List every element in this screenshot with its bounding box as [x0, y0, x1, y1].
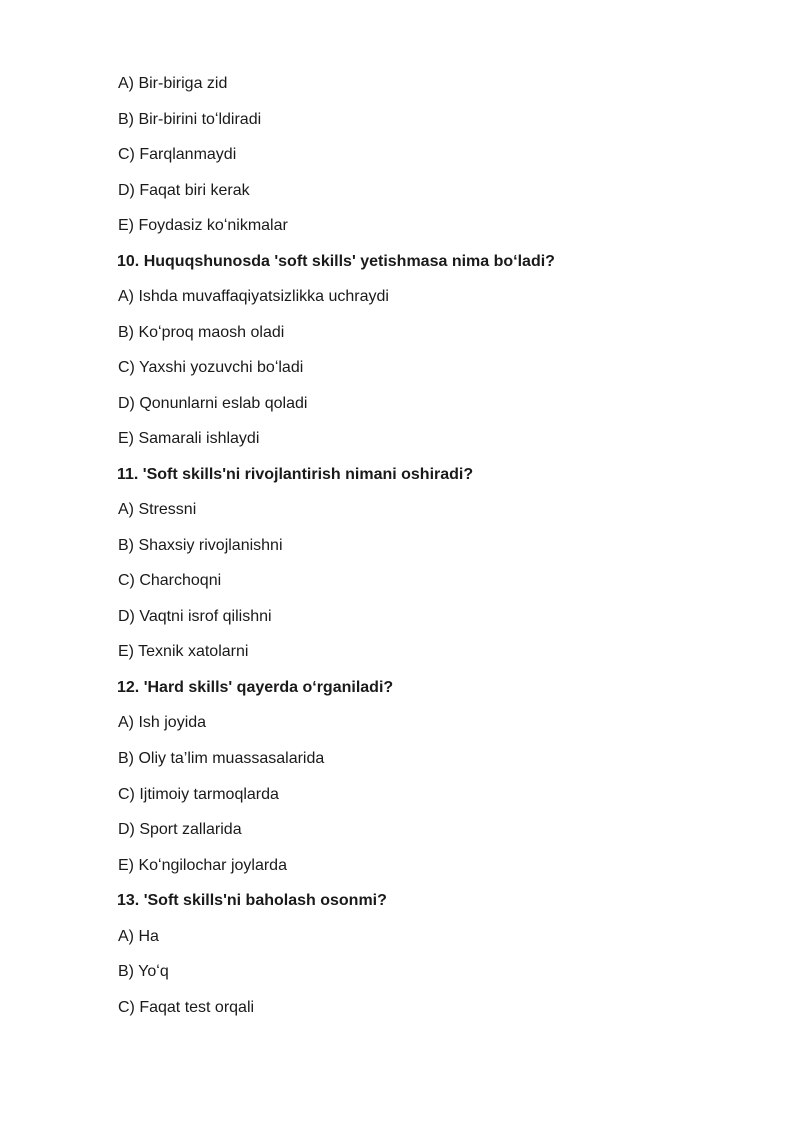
answer-option-11e: E) Texnik xatolarni — [118, 643, 249, 660]
answer-option-12d: D) Sport zallarida — [118, 821, 242, 838]
answer-option-12b: B) Oliy ta’lim muassasalarida — [118, 750, 325, 767]
answer-option-10e: E) Samarali ishlaydi — [118, 430, 260, 447]
answer-option-10d: D) Qonunlarni eslab qoladi — [118, 395, 308, 412]
answer-option-13b: B) Yoʻq — [118, 963, 169, 980]
question-11: 11. 'Soft skills'ni rivojlantirish nimani oshiradi? — [117, 466, 474, 483]
answer-option-9d: D) Faqat biri kerak — [118, 182, 250, 199]
question-10: 10. Huquqshunosda 'soft skills' yetishmasa nima boʻladi? — [117, 253, 555, 270]
answer-option-10a: A) Ishda muvaffaqiyatsizlikka uchraydi — [118, 288, 389, 305]
answer-option-13a: A) Ha — [118, 928, 159, 945]
answer-option-9b: B) Bir-birini toʻldiradi — [118, 111, 262, 128]
answer-option-9e: E) Foydasiz koʻnikmalar — [118, 217, 288, 234]
question-12: 12. 'Hard skills' qayerda oʻrganiladi? — [117, 679, 394, 696]
answer-option-10c: C) Yaxshi yozuvchi boʻladi — [118, 359, 304, 376]
answer-option-11c: C) Charchoqni — [118, 572, 222, 589]
answer-option-11b: B) Shaxsiy rivojlanishni — [118, 537, 283, 554]
answer-option-9a: A) Bir-biriga zid — [118, 75, 228, 92]
answer-option-9c: C) Farqlanmaydi — [118, 146, 237, 163]
question-13: 13. 'Soft skills'ni baholash osonmi? — [117, 892, 387, 909]
answer-option-10b: B) Koʻproq maosh oladi — [118, 324, 285, 341]
answer-option-11d: D) Vaqtni isrof qilishni — [118, 608, 272, 625]
answer-option-12a: A) Ish joyida — [118, 714, 207, 731]
answer-option-13c: C) Faqat test orqali — [118, 999, 255, 1016]
answer-option-11a: A) Stressni — [118, 501, 197, 518]
answer-option-12e: E) Koʻngilochar joylarda — [118, 857, 287, 874]
answer-option-12c: C) Ijtimoiy tarmoqlarda — [118, 786, 279, 803]
